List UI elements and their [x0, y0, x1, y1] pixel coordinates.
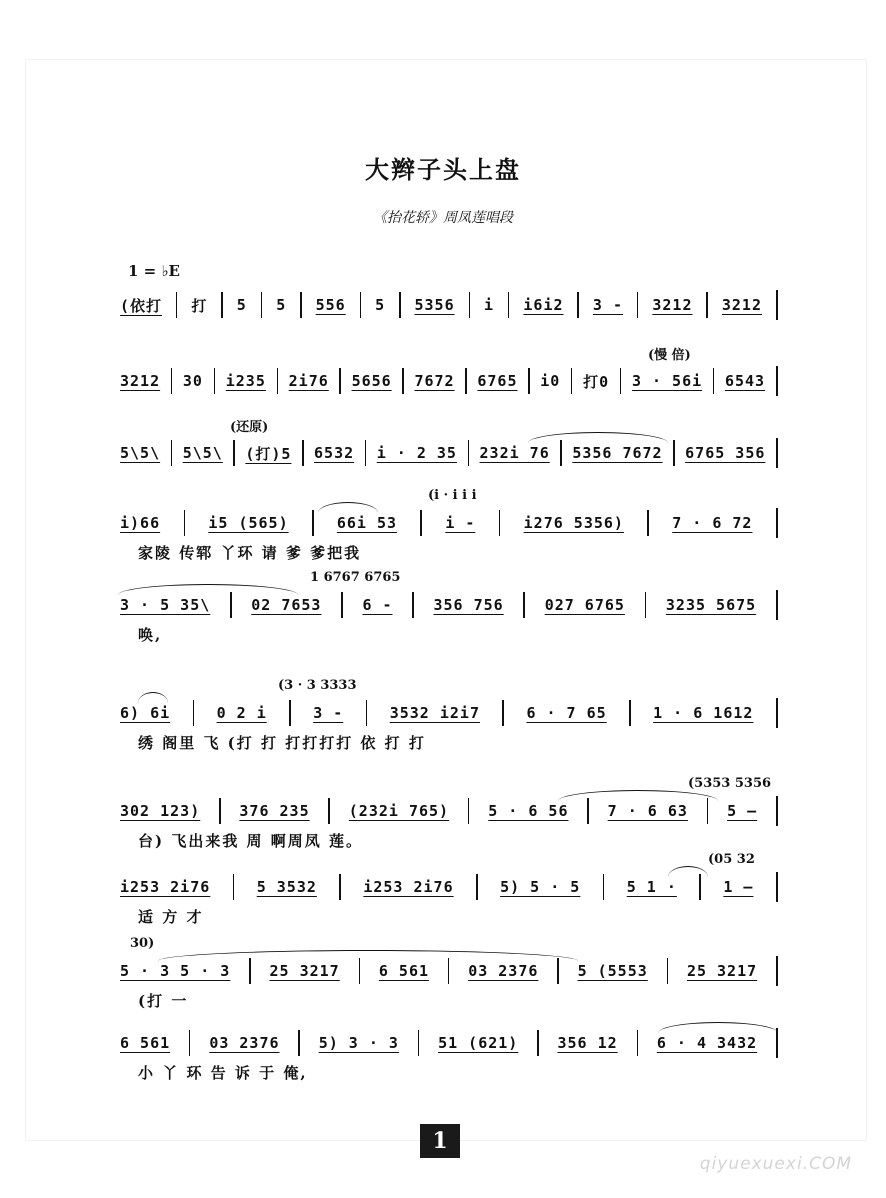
- barline: [468, 798, 470, 824]
- measure: i6i2: [523, 296, 564, 314]
- notes-line: [118, 368, 778, 394]
- measure: 6543: [724, 372, 766, 390]
- measure: 232i 76: [479, 444, 550, 462]
- score-row: [118, 570, 778, 644]
- measure: 5 3532: [256, 878, 317, 896]
- score-row: [118, 776, 778, 850]
- lyrics-line: 台) 飞出来我 周 啊周凤 莲。: [138, 832, 363, 850]
- page-subtitle: 《抬花轿》周凤莲唱段: [373, 210, 513, 226]
- upper-voice-annotation: (05 32: [708, 852, 755, 867]
- measure: 66i 53: [336, 514, 398, 532]
- notes-line: [118, 798, 778, 824]
- barline: [249, 958, 251, 984]
- barline: [171, 368, 173, 394]
- barline: [776, 698, 778, 728]
- measure: 6 561: [120, 1034, 171, 1052]
- barline: [645, 592, 647, 618]
- measure: 3212: [120, 372, 161, 390]
- measure: 30: [182, 372, 203, 390]
- barline: [476, 874, 478, 900]
- barline: [508, 292, 510, 318]
- score-row: [118, 678, 778, 752]
- barline: [706, 292, 708, 318]
- barline: [499, 510, 501, 536]
- measure: 6532: [314, 444, 355, 462]
- barline: [300, 292, 302, 318]
- barline: [667, 958, 669, 984]
- measure: 5\5\: [182, 444, 223, 462]
- upper-voice-annotation: (5353 5356: [688, 776, 772, 791]
- barline: [776, 796, 778, 826]
- barline: [312, 510, 314, 536]
- measure: 5: [375, 296, 386, 314]
- notes-line: [118, 292, 778, 318]
- measure: (依打: [120, 296, 163, 315]
- measure: 356 756: [433, 596, 504, 614]
- measure: (打)5: [245, 444, 292, 463]
- barline: [465, 368, 467, 394]
- lyrics-line: [138, 324, 798, 346]
- upper-voice-annotation: 30): [130, 936, 155, 951]
- measure: (232i 765): [348, 802, 450, 820]
- measure: 3212: [721, 296, 762, 314]
- measure: 5656: [351, 372, 392, 390]
- notes-line: [118, 440, 778, 466]
- barline: [360, 292, 362, 318]
- barline: [560, 440, 562, 466]
- barline: [298, 1030, 300, 1056]
- lyrics-line: 家陵 传郓 丫环 请 爹 爹把我: [138, 544, 362, 562]
- score-row: [118, 488, 778, 562]
- barline: [603, 874, 605, 900]
- score-row: [118, 292, 778, 338]
- barline: [399, 292, 401, 318]
- measure: 7 · 6 63: [607, 802, 688, 820]
- measure: 027 6765: [544, 596, 625, 614]
- measure: 6 561: [378, 962, 430, 980]
- barline: [468, 440, 470, 466]
- tempo-annotation: (还原): [230, 420, 269, 435]
- barline: [233, 874, 235, 900]
- barline: [339, 368, 341, 394]
- measure: i · 2 35: [376, 444, 457, 462]
- measure: 03 2376: [468, 962, 539, 980]
- measure: 1 · 6 1612: [653, 704, 754, 722]
- measure: i253 2i76: [120, 878, 211, 896]
- measure: 5356: [414, 296, 455, 314]
- measure: 5) 5 · 5: [500, 878, 581, 896]
- barline: [577, 292, 579, 318]
- measure: 6765: [477, 372, 518, 390]
- barline: [184, 510, 186, 536]
- barline: [776, 366, 778, 396]
- measure: 5 —: [727, 802, 758, 820]
- barline: [189, 1030, 191, 1056]
- barline: [776, 290, 778, 320]
- measure: 5 · 6 56: [488, 802, 569, 820]
- barline: [557, 958, 559, 984]
- measure: 0 2 i: [216, 704, 267, 722]
- measure: 5: [236, 296, 247, 314]
- barline: [359, 958, 361, 984]
- barline: [193, 700, 195, 726]
- barline: [230, 592, 232, 618]
- barline: [587, 798, 589, 824]
- barline: [365, 440, 367, 466]
- score-row: [118, 852, 778, 926]
- upper-voice-annotation: 1 6767 6765: [310, 570, 401, 585]
- measure: 3 · 5 35\: [120, 596, 211, 614]
- barline: [420, 510, 422, 536]
- key-signature: 1 = ♭E: [128, 262, 180, 280]
- measure: 2i76: [288, 372, 329, 390]
- measure: 7 · 6 72: [672, 514, 753, 532]
- measure: 7672: [414, 372, 455, 390]
- measure: 6 -: [362, 596, 393, 614]
- barline: [214, 368, 216, 394]
- measure: 3 -: [313, 704, 344, 722]
- measure: 5 (5553: [577, 962, 648, 980]
- lyrics-line: 唤,: [138, 626, 163, 644]
- notes-line: [118, 958, 778, 984]
- measure: i)66: [120, 514, 161, 532]
- barline: [776, 590, 778, 620]
- barline: [620, 368, 622, 394]
- barline: [418, 1030, 420, 1056]
- measure: 3532 i2i7: [389, 704, 480, 722]
- score-row: [118, 348, 778, 414]
- lyrics-line: 小 丫 环 告 诉 于 俺,: [138, 1064, 308, 1082]
- barline: [261, 292, 263, 318]
- measure: 6765 356: [685, 444, 766, 462]
- barline: [776, 438, 778, 468]
- measure: i0: [540, 372, 561, 390]
- lyrics-line: 绣 阁里 飞 (打 打 打打打打 依 打 打: [138, 734, 426, 752]
- barline: [699, 874, 701, 900]
- barline: [289, 700, 291, 726]
- measure: 6 · 7 65: [526, 704, 607, 722]
- barline: [339, 874, 341, 900]
- score-row: [118, 420, 778, 486]
- barline: [171, 440, 173, 466]
- measure: i235: [225, 372, 266, 390]
- measure: 03 2376: [209, 1034, 280, 1052]
- site-watermark: qiyuexuexi.COM: [699, 1154, 852, 1174]
- barline: [502, 700, 504, 726]
- page-number: 1: [420, 1124, 460, 1158]
- measure: 02 7653: [251, 596, 322, 614]
- measure: 5 1 ·: [626, 878, 677, 896]
- barline: [277, 368, 279, 394]
- lyrics-line: (打 一: [138, 992, 189, 1010]
- notes-line: [118, 874, 778, 900]
- barline: [402, 368, 404, 394]
- barline: [233, 440, 235, 466]
- measure: 25 3217: [269, 962, 340, 980]
- barline: [707, 798, 709, 824]
- barline: [713, 368, 715, 394]
- measure: 376 235: [239, 802, 310, 820]
- notes-line: [118, 592, 778, 618]
- tempo-annotation: (慢 倍): [648, 348, 691, 363]
- score-row: [118, 936, 778, 1010]
- measure: 5 · 3 5 · 3: [120, 962, 231, 980]
- barline: [219, 798, 221, 824]
- measure: 25 3217: [686, 962, 758, 980]
- upper-voice-annotation: (i · i i i: [428, 488, 477, 503]
- measure: i253 2i76: [363, 878, 454, 896]
- page-title: 大辫子头上盘: [365, 155, 521, 184]
- measure: 5\5\: [120, 444, 161, 462]
- measure: i -: [445, 514, 476, 532]
- barline: [302, 440, 304, 466]
- measure: 5356 7672: [572, 444, 663, 462]
- measure: 1 —: [723, 878, 754, 896]
- measure: 3 -: [592, 296, 623, 314]
- measure: 302 123): [120, 802, 201, 820]
- measure: 3235 5675: [665, 596, 757, 614]
- barline: [571, 368, 573, 394]
- barline: [221, 292, 223, 318]
- measure: 3 · 56i: [631, 372, 703, 390]
- barline: [523, 592, 525, 618]
- barline: [776, 508, 778, 538]
- measure: 6 · 4 3432: [656, 1034, 758, 1052]
- barline: [776, 872, 778, 902]
- measure: 打0: [583, 372, 610, 391]
- lyrics-line: 适 方 才: [138, 908, 204, 926]
- barline: [673, 440, 675, 466]
- barline: [528, 368, 530, 394]
- notes-line: [118, 510, 778, 536]
- measure: 51 (621): [438, 1034, 519, 1052]
- measure: i: [483, 296, 495, 314]
- barline: [341, 592, 343, 618]
- barline: [448, 958, 450, 984]
- barline: [637, 292, 639, 318]
- measure: 556: [315, 296, 346, 314]
- barline: [328, 798, 330, 824]
- score-row: [118, 1030, 778, 1082]
- barline: [629, 700, 631, 726]
- measure: 356 12: [557, 1034, 618, 1052]
- barline: [647, 510, 649, 536]
- upper-voice-annotation: (3 · 3 3333: [278, 678, 357, 693]
- measure: 打: [191, 296, 208, 315]
- barline: [366, 700, 368, 726]
- barline: [412, 592, 414, 618]
- measure: 3212: [652, 296, 693, 314]
- measure: i5 (565): [208, 514, 289, 532]
- barline: [537, 1030, 539, 1056]
- barline: [176, 292, 178, 318]
- measure: 6) 6i: [120, 704, 171, 722]
- measure: i276 5356): [523, 514, 624, 532]
- measure: 5) 3 · 3: [318, 1034, 399, 1052]
- barline: [776, 956, 778, 986]
- barline: [637, 1030, 639, 1056]
- measure: 5: [276, 296, 287, 314]
- barline: [469, 292, 471, 318]
- notes-line: [118, 700, 778, 726]
- notes-line: [118, 1030, 778, 1056]
